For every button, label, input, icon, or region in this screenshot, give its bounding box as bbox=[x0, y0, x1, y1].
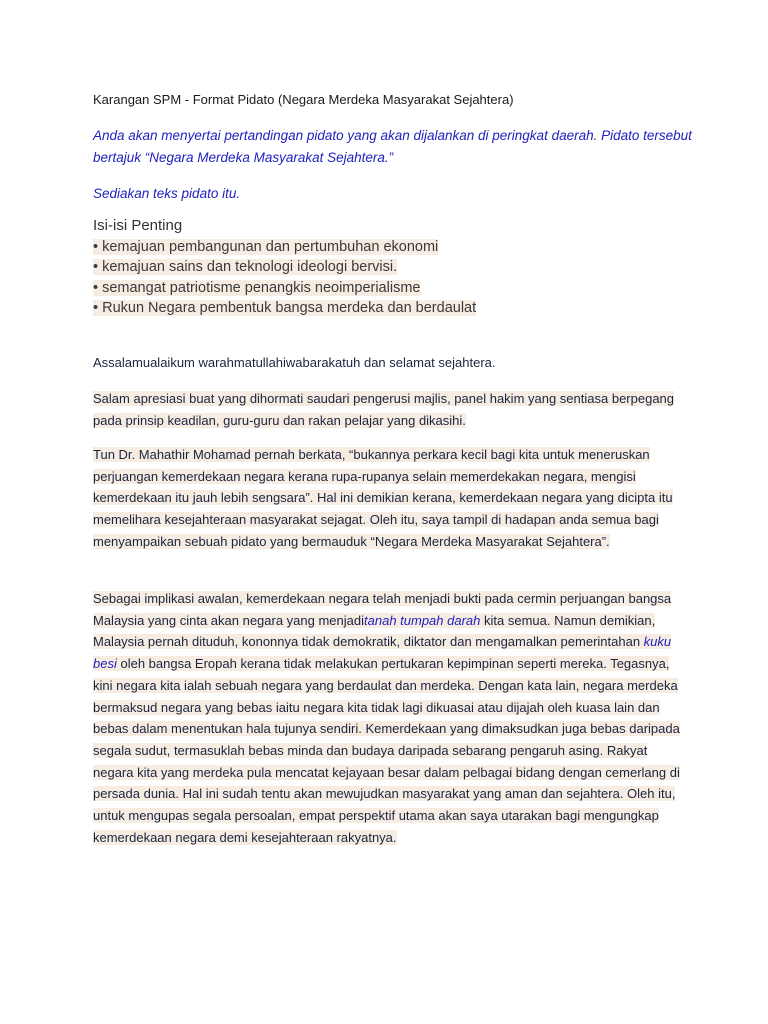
body-paragraph bbox=[93, 588, 683, 848]
key-point-item bbox=[93, 298, 476, 319]
key-point-text: • Rukun Negara pembentuk bangsa merdeka dan berdaulat bbox=[93, 300, 477, 316]
greeting-text: Assalamualaikum warahmatullahiwabarakatuh dan selamat sejahtera. bbox=[93, 355, 496, 370]
body-emphasis-phrase: tanah tumpah darah bbox=[364, 612, 481, 628]
key-points-heading: Isi-isi Penting bbox=[93, 217, 183, 234]
intro-text: Tun Dr. Mahathir Mohamad pernah berkata, “bukannya perkara kecil bagi kita untuk meneruskan perjuangan kemerdekaan negara kerana rupa-rupanya selain memerdekakan negara, mengisi kemerdekaan itu jauh lebih sengsara”. Hal ini demikian kerana, kemerdekaan negara yang dicipta itu memelihara kesejahteraan masyarakat sejagat. Oleh itu, saya tampil di hadapan anda semua bagi menyampaikan sebuah pidato yang bermauduk “Negara Merdeka Masyarakat Sejahtera”. bbox=[93, 447, 673, 549]
instruction-text: Anda akan menyertai pertandingan pidato yang akan dijalankan di peringkat daerah. Pidato tersebut bertajuk “Negara Merdeka Masyarakat Sejahtera.” bbox=[93, 128, 692, 165]
body-text-part3: oleh bangsa Eropah kerana tidak melakukan pertukaran kepimpinan seperti mereka. Tegasnya, kini negara kita ialah sebuah negara yang berdaulat dan merdeka. Dengan kata lain, negara merdeka bermaksud negara yang bebas iaitu negara kita tidak lagi dikuasai atau dijajah oleh kuasa lain dan bebas dalam menentukan hala tujunya sendiri. Kemerdekaan yang dimaksudkan juga bebas daripada segala sudut, termasuklah bebas minda dan budaya daripada sebarang pengaruh asing. Rakyat negara kita yang merdeka pula mencatat kejayaan besar dalam pelbagai bidang dengan cemerlang di persada dunia. Hal ini sudah tentu akan mewujudkan masyarakat yang aman dan sejahtera. Oleh itu, untuk mengupas segala persoalan, empat perspektif utama akan saya utarakan bagi mengungkap kemerdekaan negara demi kesejahteraan rakyatnya. bbox=[93, 656, 680, 845]
key-point-item bbox=[93, 278, 476, 299]
salutation-text: Salam apresiasi buat yang dihormati saudari pengerusi majlis, panel hakim yang sentiasa berpegang pada prinsip keadilan, guru-guru dan rakan pelajar yang dikasihi. bbox=[93, 391, 675, 428]
document-title: Karangan SPM - Format Pidato (Negara Merdeka Masyarakat Sejahtera) bbox=[93, 92, 514, 107]
salutation-paragraph bbox=[93, 388, 683, 431]
body-text-part1: Sebagai implikasi awalan, kemerdekaan negara telah menjadi bukti pada cermin perjuangan bangsa Malaysia yang cinta akan negara yang menjadi bbox=[93, 591, 672, 628]
key-points-section bbox=[93, 216, 476, 319]
greeting-paragraph bbox=[93, 352, 683, 374]
body-text-part2: kita semua. Namun demikian, Malaysia pernah dituduh, kononnya tidak demokratik, diktator dan mengamalkan pemerintahan bbox=[93, 612, 656, 650]
intro-paragraph bbox=[93, 444, 683, 553]
key-point-item bbox=[93, 257, 476, 278]
instruction-task: Sediakan teks pidato itu. bbox=[93, 186, 241, 201]
key-point-text: • kemajuan sains dan teknologi ideologi bervisi. bbox=[93, 259, 398, 275]
key-point-text: • kemajuan pembangunan dan pertumbuhan ekonomi bbox=[93, 238, 439, 255]
body-emphasis-phrase: kuku besi bbox=[93, 634, 672, 672]
key-point-item bbox=[93, 237, 476, 258]
key-point-text: • semangat patriotisme penangkis neoimperialisme bbox=[93, 279, 421, 296]
